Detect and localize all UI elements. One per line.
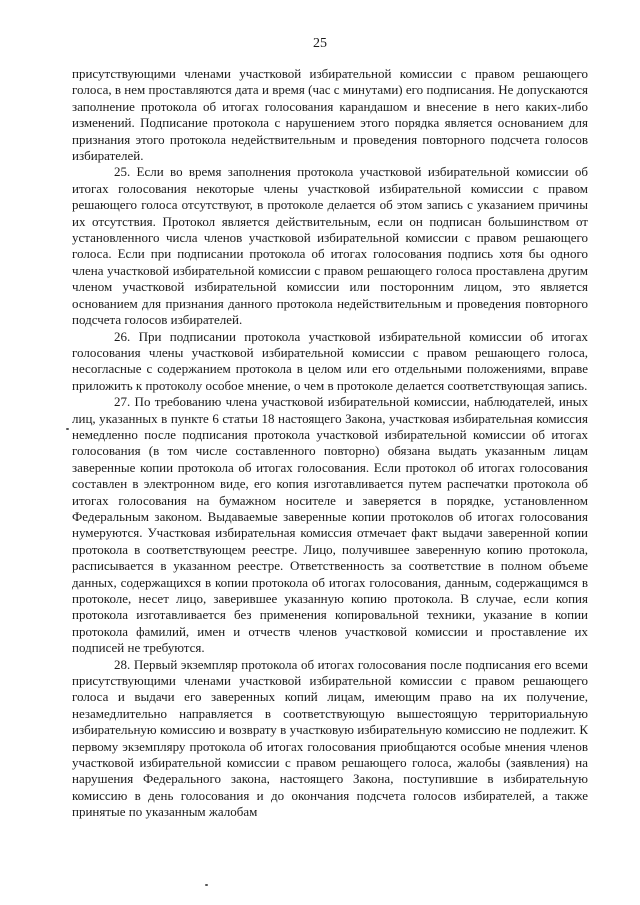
paragraph-continuation: присутствующими членами участковой избирательной комиссии с правом решающего голоса, в нем проставляются дата и время (час с минутами) его подписания. Не допускаются заполнение протокола об итогах голосования карандашом и внесение в него каких-либо изменений. Подписание протокола с нарушением этого порядка является основанием для признания этого протокола недействительным и проведения повторного подсчета голосов избирателей.: [72, 66, 588, 164]
paragraph-27: 27. По требованию члена участковой избирательной комиссии, наблюдателей, иных лиц, указанных в пункте 6 статьи 18 настоящего Закона, участковая избирательная комиссия немедленно после подписания протокола участковой избирательной комиссии об итогах голосования (в том числе составленного повторно) обязана выдать указанным лицам заверенные копии протокола об итогах голосования. Если протокол об итогах голосования составлен в электронном виде, его копия изготавливается путем распечатки протокола об итогах голосования на бумажном носителе и заверяется в порядке, установленном Федеральным законом. Выдаваемые заверенные копии протоколов об итогах голосования нумеруются. Участковая избирательная комиссия отмечает факт выдачи заверенной копии протокола в соответствующем реестре. Лицо, получившее заверенную копию протокола, расписывается в указанном реестре. Ответственность за соответствие в полном объеме данных, содержащихся в копии протокола об итогах голосования, данным, содержащимся в протоколе, несет лицо, заверившее указанную копию протокола. В случае, если копия протокола изготавливается без применения копировальной техники, указание в копии протокола фамилий, имен и отчеств членов участковой комиссии и проставление их подписей не требуются.: [72, 394, 588, 656]
document-body: [72, 66, 588, 821]
scan-speck: [66, 428, 69, 430]
paragraph-25: 25. Если во время заполнения протокола участковой избирательной комиссии об итогах голосования некоторые члены участковой избирательной комиссии с правом решающего голоса отсутствуют, в протоколе делается об этом запись с указанием причины их отсутствия. Протокол является действительным, если он подписан большинством от установленного числа членов участковой избирательной комиссии с правом решающего голоса. Если при подписании протокола об итогах голосования подпись хотя бы одного члена участковой избирательной комиссии с правом решающего голоса проставлена другим членом участковой избирательной комиссии или посторонним лицом, это является основанием для признания данного протокола недействительным и проведения повторного подсчета голосов избирателей.: [72, 164, 588, 328]
page-number: 25: [313, 36, 327, 51]
scan-speck: [205, 884, 208, 886]
paragraph-26: 26. При подписании протокола участковой избирательной комиссии об итогах голосования члены участковой избирательной комиссии с правом решающего голоса, несогласные с содержанием протокола в целом или его отдельными положениями, вправе приложить к протоколу особое мнение, о чем в протоколе делается соответствующая запись.: [72, 328, 588, 393]
paragraph-28: 28. Первый экземпляр протокола об итогах голосования после подписания его всеми присутствующими членами участковой избирательной комиссии с правом решающего голоса и выдачи его заверенных копий лицам, имеющим право на их получение, незамедлительно направляется в соответствующую вышестоящую территориальную избирательную комиссию и возврату в участковую избирательную комиссию не подлежит. К первому экземпляру протокола об итогах голосования приобщаются особые мнения членов участковой избирательной комиссии с правом решающего голоса, жалобы (заявления) на нарушения Федерального закона, настоящего Закона, поступившие в избирательную комиссию в день голосования и до окончания подсчета голосов избирателей, а также принятые по указанным жалобам: [72, 656, 588, 820]
